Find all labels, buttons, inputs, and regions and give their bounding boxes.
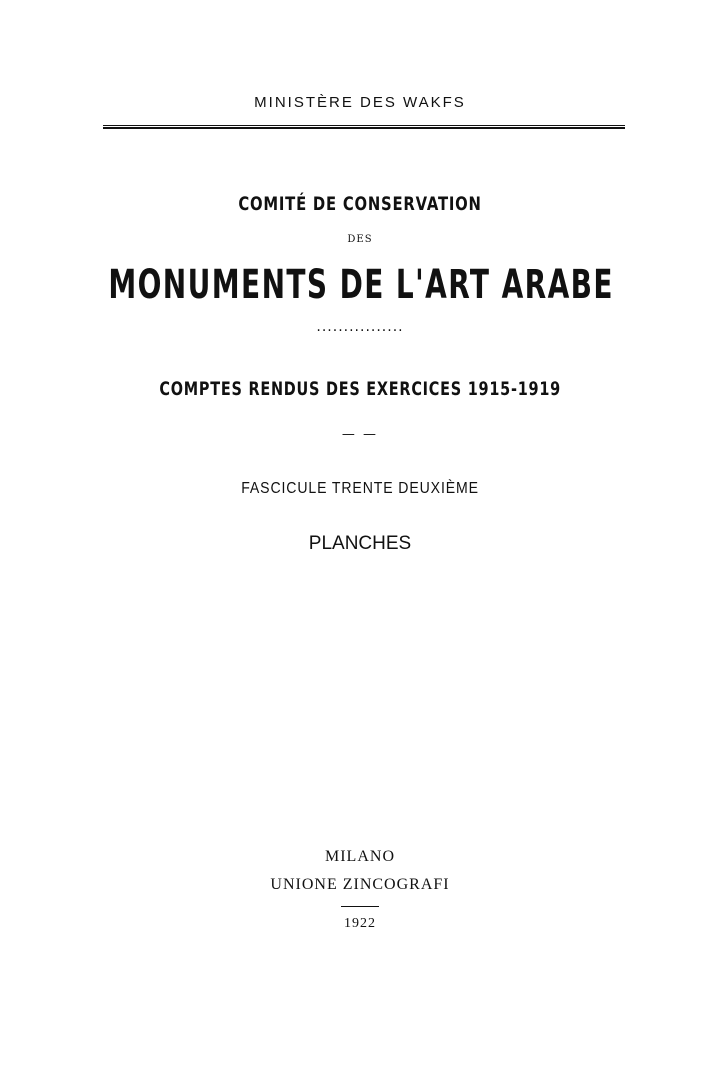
- fascicule-heading: [0, 480, 720, 498]
- committee-heading-text: COMITÉ DE CONSERVATION: [238, 193, 482, 215]
- main-title-text: MONUMENTS DE L'ART ARABE: [108, 262, 614, 308]
- committee-heading: [0, 193, 720, 215]
- main-title: [0, 262, 720, 308]
- dotted-separator: ................: [316, 319, 404, 335]
- ministry-heading: MINISTÈRE DES WAKFS: [254, 94, 466, 111]
- planches-heading: PLANCHES: [308, 533, 412, 554]
- imprint-city: MILANO: [325, 848, 395, 865]
- des-text: DES: [347, 234, 373, 245]
- dash-separator: — —: [341, 427, 379, 442]
- double-rule: [103, 125, 625, 129]
- imprint-rule: [341, 906, 379, 907]
- imprint-publisher: UNIONE ZINCOGRAFI: [270, 876, 450, 893]
- reports-heading-text: COMPTES RENDUS DES EXERCICES 1915-1919: [159, 378, 561, 400]
- reports-heading: [0, 378, 720, 400]
- imprint-year: 1922: [344, 916, 376, 931]
- fascicule-heading-text: FASCICULE TRENTE DEUXIÈME: [241, 480, 479, 497]
